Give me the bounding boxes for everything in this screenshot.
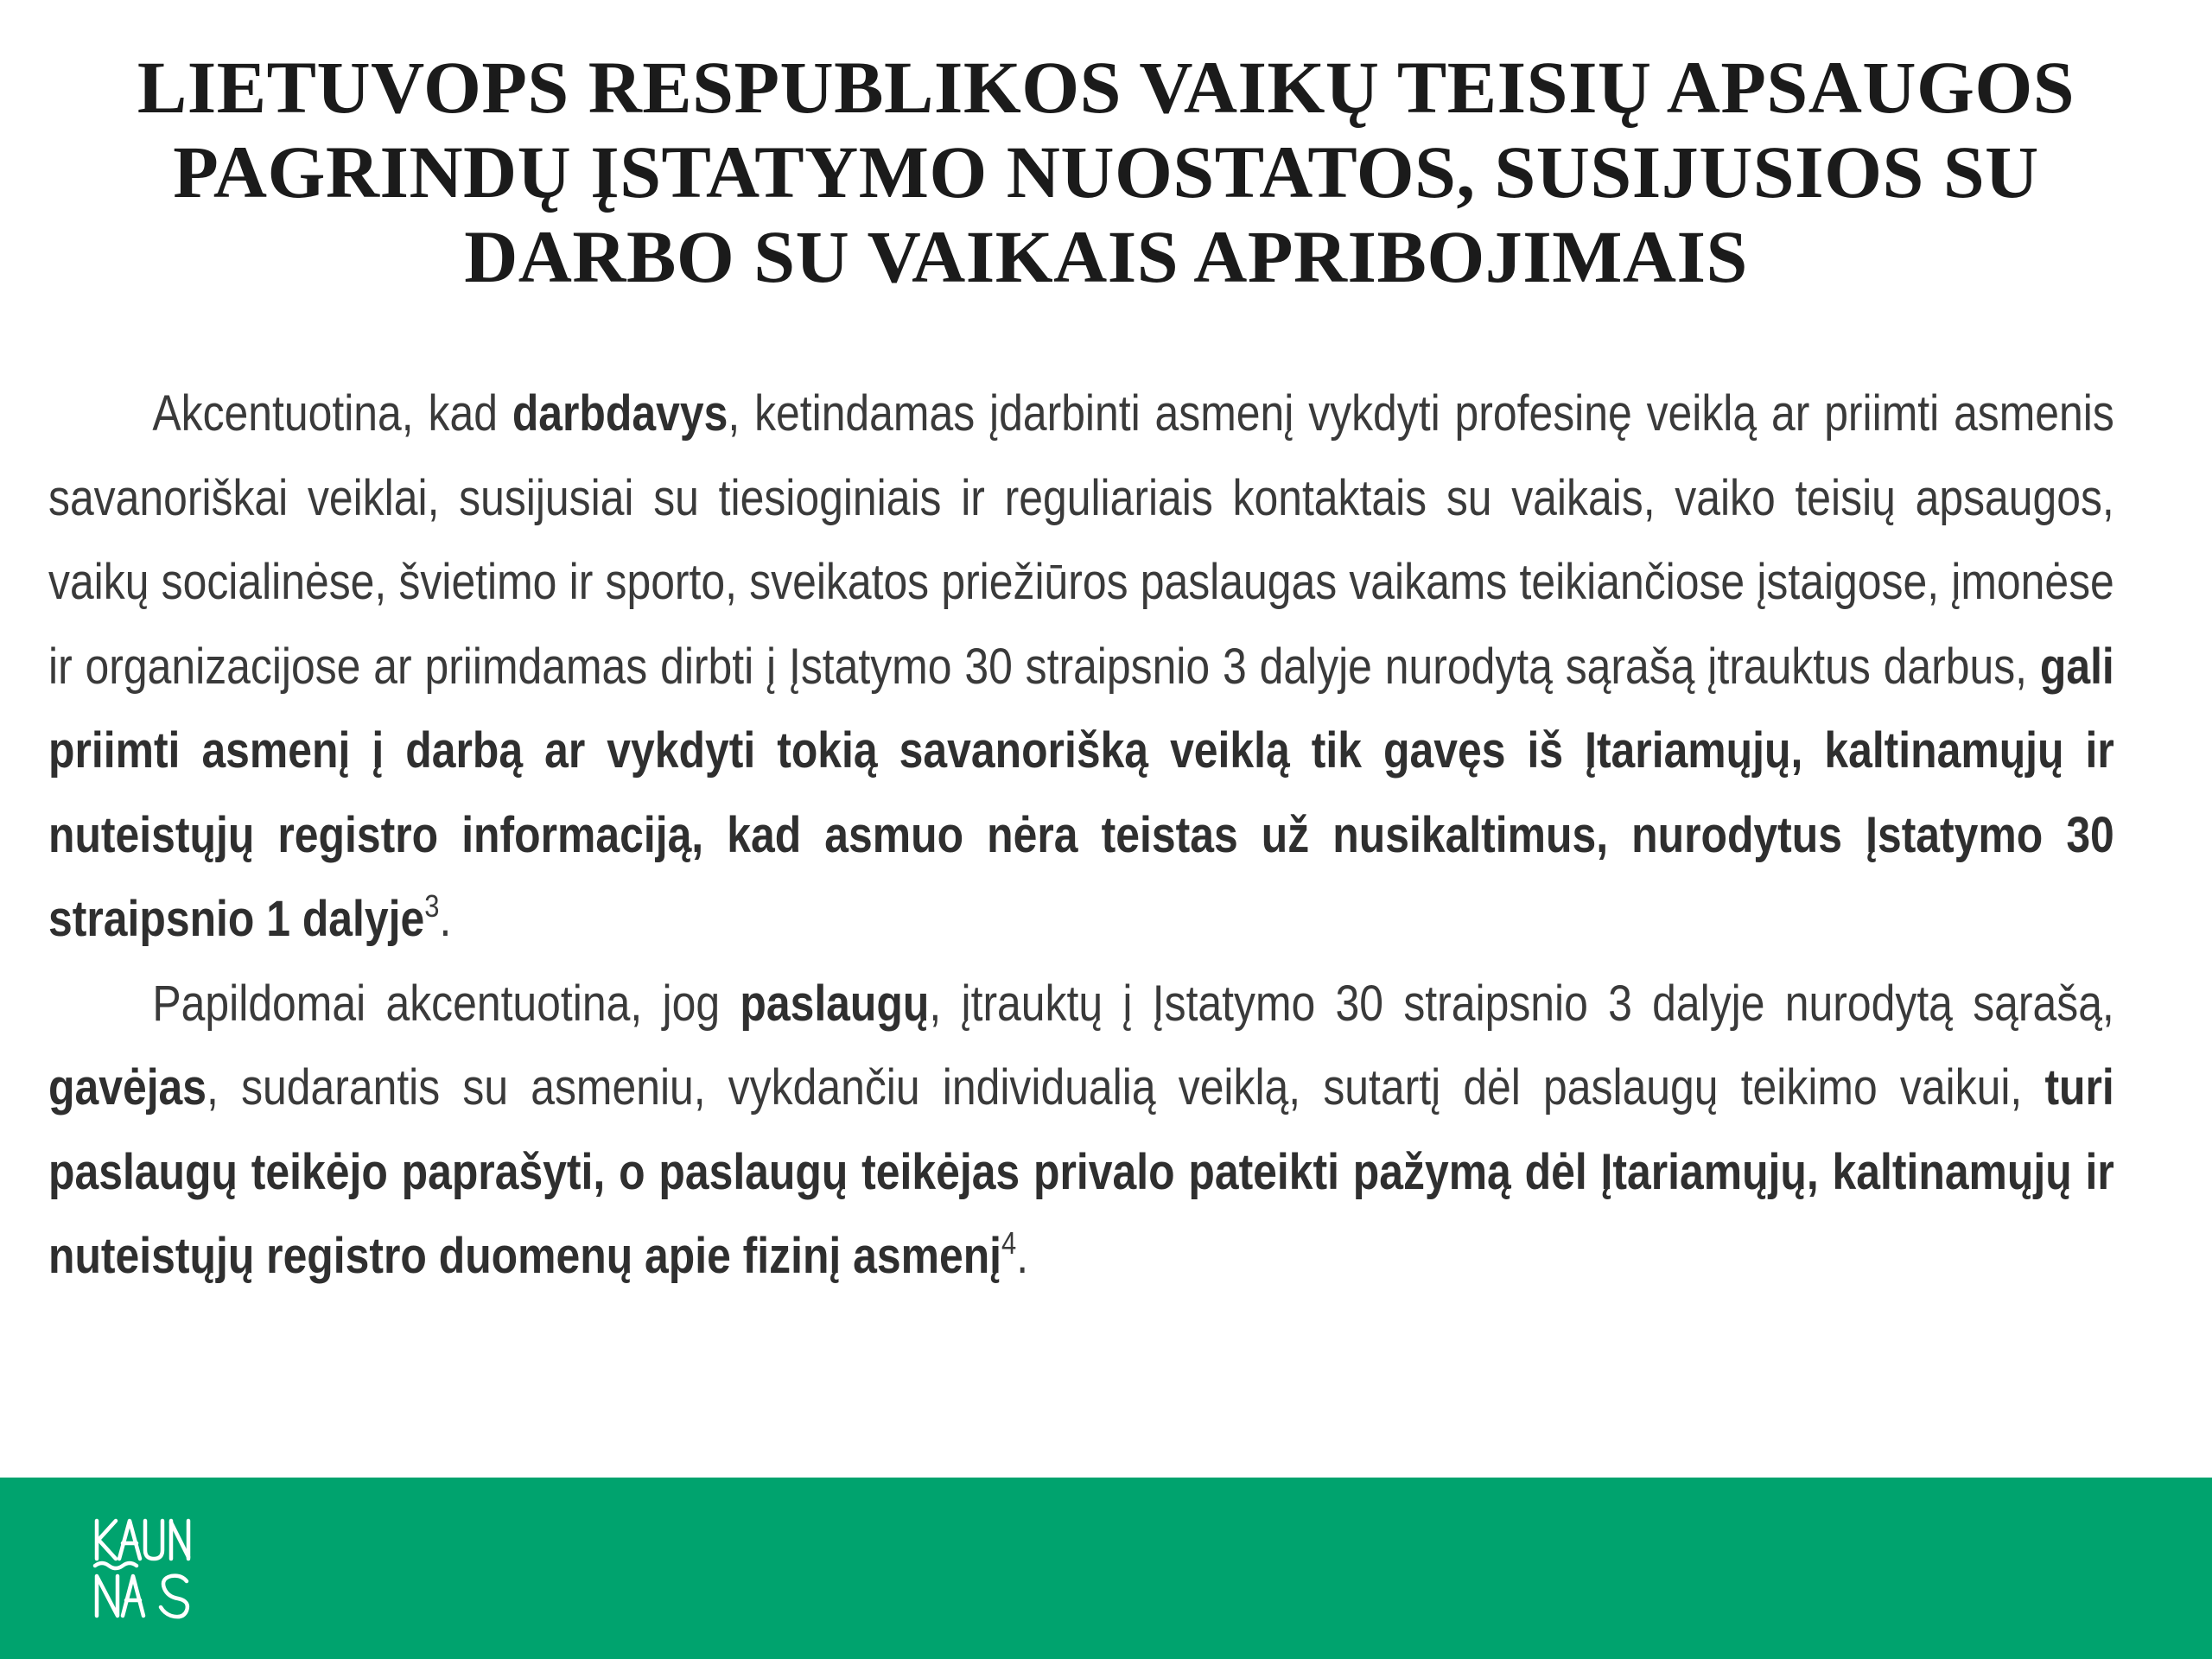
body-text (48, 372, 2114, 1299)
p1-text-2: , ketindamas įdarbinti asmenį vykdyti profesinę veiklą ar priimti asmenis savanoriškai veiklai, susijusiai su tiesioginiais ir reguliariais kontaktais su vaikais, vaiko teisių apsaugos, vaikų socialinėse, švietimo ir sporto, sveikatos priežiūros paslaugas vaikams teikiančiose įstaigose, įmonėse ir organizacijose ar priimdamas dirbti į Įstatymo 30 straipsnio 3 dalyje nurodytą sąrašą įtrauktus darbus, (48, 385, 2114, 695)
p2-text-1: Papildomai akcentuotina, jog (152, 975, 741, 1032)
footnote-ref-4: 4 (1001, 1225, 1017, 1261)
p2-text-4: . (1016, 1228, 1029, 1284)
p1-text-1: Akcentuotina, kad (152, 385, 512, 442)
p2-bold-services: paslaugų (740, 975, 930, 1032)
title-line-1: LIETUVOPS RESPUBLIKOS VAIKŲ TEISIŲ APSAUGOS (137, 46, 2075, 129)
p2-bold-recipient: gavėjas (48, 1059, 207, 1116)
footnote-ref-3: 3 (424, 888, 440, 924)
kaunas-logo-icon (92, 1516, 195, 1621)
p2-text-3: , sudarantis su asmeniu, vykdančiu individualią veiklą, sutartį dėl paslaugų teikimo vaikui, (207, 1059, 2045, 1116)
title-line-3: DARBO SU VAIKAIS APRIBOJIMAIS (464, 215, 1748, 298)
paragraph-service-recipient (48, 962, 2114, 1299)
paragraph-employer (48, 372, 2114, 962)
footer-band (0, 1478, 2212, 1659)
title-line-2: PAGRINDŲ ĮSTATYMO NUOSTATOS, SUSIJUSIOS SU (173, 130, 2039, 213)
kaunas-logo (92, 1516, 195, 1621)
p2-bold-obligation: turi paslaugų teikėjo paprašyti, o paslaugų teikėjas privalo pateikti pažymą dėl Įtariamųjų, kaltinamųjų ir nuteistųjų registro duomenų apie fizinį asmenį (48, 1059, 2114, 1284)
p1-text-3: . (439, 891, 452, 947)
p1-bold-requirement: gali priimti asmenį į darbą ar vykdyti tokią savanorišką veiklą tik gavęs iš Įtariamųjų, kaltinamųjų ir nuteistųjų registro informaciją, kad asmuo nėra teistas už nusikaltimus, nurodytus Įstatymo 30 straipsnio 1 dalyje (48, 638, 2114, 947)
p2-text-2: , įtrauktų į Įstatymo 30 straipsnio 3 dalyje nurodytą sąrašą, (929, 975, 2114, 1032)
slide-title (0, 45, 2212, 299)
p1-bold-employer: darbdavys (512, 385, 728, 442)
